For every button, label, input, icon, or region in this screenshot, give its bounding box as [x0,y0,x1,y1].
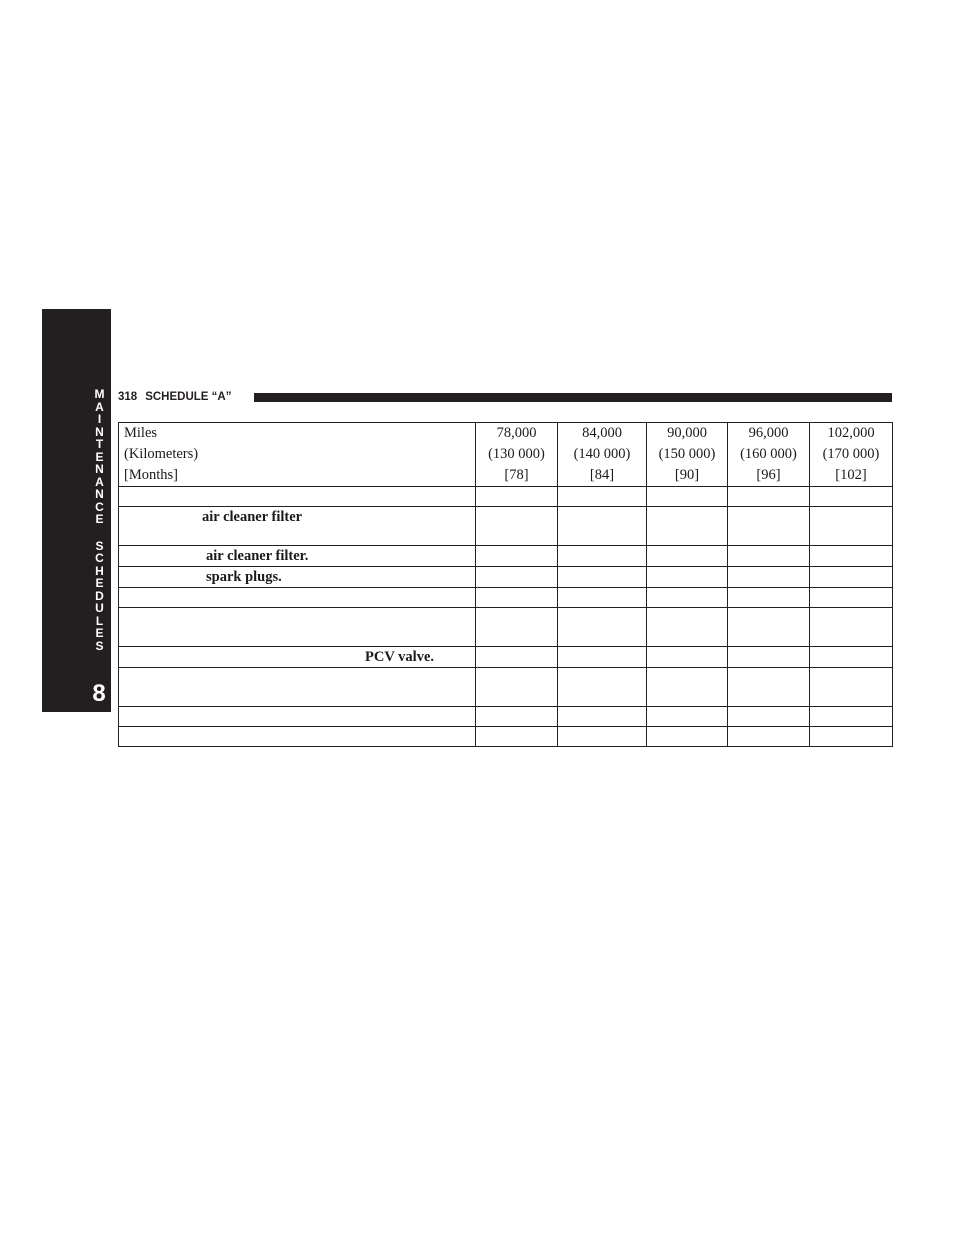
check-cell [476,567,558,588]
check-cell [647,546,728,567]
table-row [119,707,893,727]
interval-km: (130 000) [488,446,545,462]
side-tab-letter: L [95,613,104,628]
interval-header [476,423,558,487]
interval-months: [90] [674,467,700,483]
side-tab-letter: S [95,638,104,653]
maintenance-schedule-table [118,422,893,747]
side-tab-letter: A [95,399,104,414]
table-header-row [119,423,893,487]
task-air-cleaner-filter-replace: air cleaner filter. [206,548,309,564]
side-tab-letter: E [95,512,104,526]
task-cell [119,507,476,546]
check-cell [647,567,728,588]
check-cell [810,668,893,707]
check-cell [728,567,810,588]
check-cell [558,487,647,507]
check-cell [476,707,558,727]
check-cell [810,647,893,668]
table-row [119,567,893,588]
check-cell [810,727,893,747]
task-cell [119,647,476,668]
check-cell [728,647,810,668]
table-row [119,588,893,608]
interval-months: [96] [756,467,781,483]
check-cell [810,608,893,647]
interval-header [647,423,728,487]
check-cell [810,707,893,727]
check-cell [476,588,558,608]
check-cell [647,668,728,707]
check-cell [558,567,647,588]
interval-header [810,423,893,487]
check-cell [728,507,810,546]
table-row [119,647,893,668]
page-title: SCHEDULE “A” [145,391,232,403]
side-tab-letter: S [95,538,104,553]
check-cell [810,507,893,546]
check-cell [728,588,810,608]
check-cell [558,727,647,747]
task-pcv-valve: PCV valve. [365,649,435,665]
side-tab-letter: C [95,551,104,565]
header-label-cell [119,423,476,487]
check-cell [476,507,558,546]
side-tab-letter: N [95,462,104,476]
check-cell [476,668,558,707]
interval-km: (170 000) [822,446,880,462]
side-tab-letter: U [95,601,104,615]
check-cell [810,567,893,588]
check-cell [558,588,647,608]
check-cell [647,588,728,608]
task-cell [119,608,476,647]
task-cell [119,567,476,588]
interval-miles: 84,000 [582,425,622,441]
check-cell [647,727,728,747]
side-tab-gap [90,526,109,540]
side-tab-vertical-label [90,388,109,652]
interval-miles: 90,000 [667,425,707,441]
side-tab-letter: E [95,449,104,464]
check-cell [647,647,728,668]
interval-km: (140 000) [573,446,631,462]
side-tab-letter: H [95,563,104,578]
interval-months: [102] [835,467,867,483]
header-text [118,391,231,403]
table-row [119,727,893,747]
interval-miles: 78,000 [496,425,537,441]
interval-header [558,423,647,487]
task-cell [119,727,476,747]
side-tab-letter: E [95,626,104,640]
check-cell [476,487,558,507]
side-tab-letter: D [95,588,104,603]
task-spark-plugs: spark plugs. [206,569,282,585]
task-air-cleaner-filter: air cleaner filter [202,509,303,525]
check-cell [647,608,728,647]
check-cell [728,546,810,567]
table-row [119,507,893,546]
section-number: 8 [92,680,106,707]
side-tab-letter: I [97,412,102,426]
task-cell [119,487,476,507]
check-cell [728,727,810,747]
interval-km: (160 000) [740,446,797,462]
miles-label: Miles [124,425,158,441]
table-row [119,546,893,567]
check-cell [558,608,647,647]
months-label: [Months] [124,467,178,483]
side-tab-letter: N [95,487,104,501]
interval-header [728,423,810,487]
task-cell [119,707,476,727]
task-cell [119,588,476,608]
check-cell [647,487,728,507]
interval-miles: 96,000 [748,425,789,441]
side-tab-letter: N [95,424,104,439]
side-tab-letter: E [95,576,104,590]
page-header [118,390,892,406]
check-cell [810,487,893,507]
interval-miles: 102,000 [827,425,875,441]
check-cell [558,707,647,727]
kilometers-label: (Kilometers) [124,446,199,462]
side-tab-letter: C [95,499,104,514]
side-tab-letter: M [94,387,105,401]
check-cell [476,608,558,647]
check-cell [728,668,810,707]
page-number: 318 [118,391,138,403]
check-cell [558,668,647,707]
check-cell [728,608,810,647]
check-cell [810,588,893,608]
interval-months: [78] [504,467,529,483]
table-row [119,487,893,507]
side-tab-letter: A [95,474,104,489]
check-cell [558,647,647,668]
check-cell [647,707,728,727]
task-cell [119,546,476,567]
check-cell [728,707,810,727]
check-cell [476,727,558,747]
side-tab-letter: T [95,437,104,451]
interval-km: (150 000) [658,446,716,462]
check-cell [558,507,647,546]
table-row [119,668,893,707]
check-cell [476,647,558,668]
check-cell [810,546,893,567]
check-cell [476,546,558,567]
check-cell [647,507,728,546]
header-rule [254,393,892,402]
interval-months: [84] [589,467,615,483]
table-row [119,608,893,647]
check-cell [558,546,647,567]
check-cell [728,487,810,507]
task-cell [119,668,476,707]
